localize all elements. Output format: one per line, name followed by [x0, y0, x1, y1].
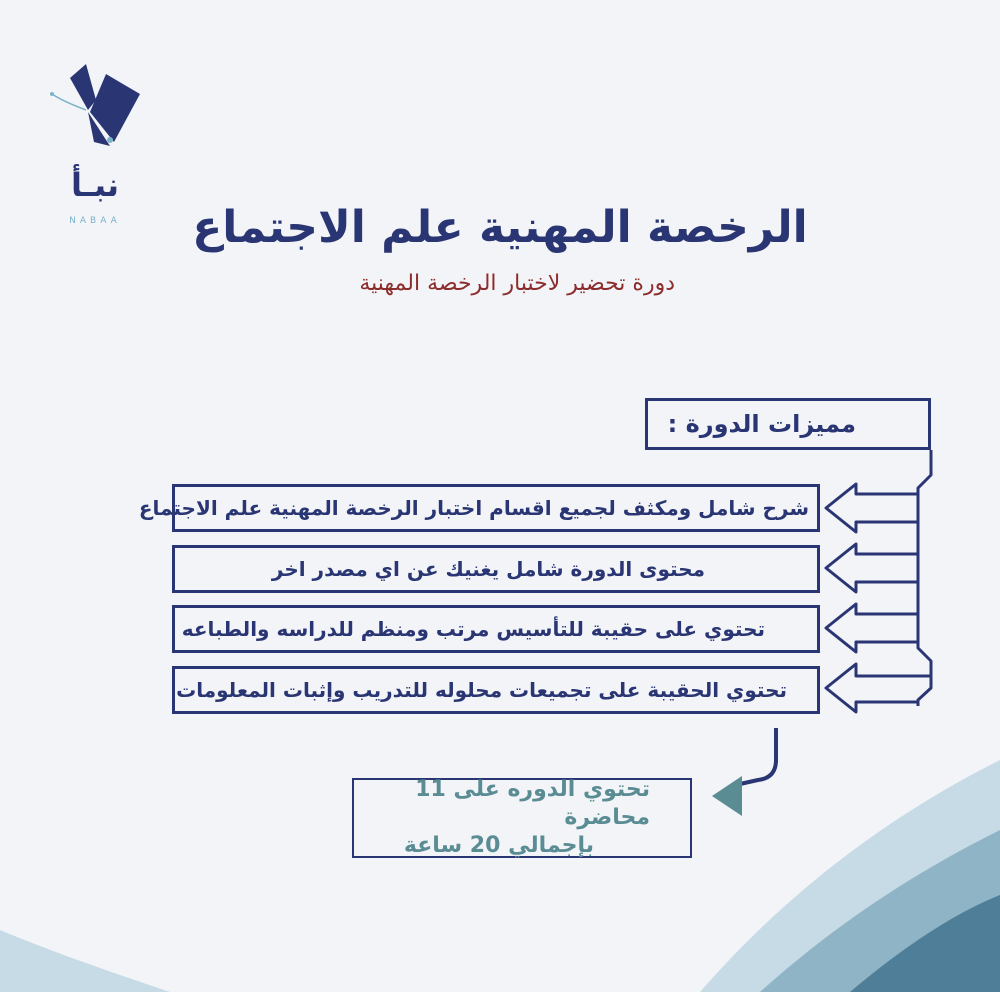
arrow-to-feature-3 — [826, 604, 918, 652]
logo-latin-text: NABAA — [69, 216, 121, 226]
arrow-to-feature-4 — [826, 664, 931, 712]
arrow-to-feature-2 — [826, 544, 918, 592]
feature-text-1: شرح شامل ومكثف لجميع اقسام اختبار الرخصة المهنية علم الاجتماع — [138, 496, 809, 520]
summary-line-2: بإجمالي 20 ساعة — [403, 833, 594, 858]
features-header-text: مميزات الدورة : — [667, 410, 856, 438]
feature-text-4: تحتوي الحقيبة على تجميعات محلوله للتدريب وإثبات المعلومات — [176, 678, 787, 702]
summary-arrow-head — [712, 776, 742, 816]
summary-line-1: تحتوي الدوره على 11 محاضرة — [415, 777, 650, 830]
page-title: الرخصة المهنية علم الاجتماع — [192, 202, 808, 253]
feature-item-2 — [172, 545, 820, 593]
arrow-to-feature-1 — [826, 484, 918, 532]
logo-wordmark: نبـأ — [70, 166, 120, 204]
feature-text-2: محتوى الدورة شامل يغنيك عن اي مصدر اخر — [271, 557, 705, 581]
feature-text-3: تحتوي على حقيبة للتأسيس مرتب ومنظم للدراسه والطباعه — [181, 617, 765, 641]
course-summary-box — [352, 778, 692, 858]
feature-item-3 — [172, 605, 820, 653]
page-subtitle: دورة تحضير لاختبار الرخصة المهنية — [359, 271, 675, 296]
features-header-box — [645, 398, 931, 450]
feature-item-4 — [172, 666, 820, 714]
feature-item-1 — [138, 484, 820, 532]
